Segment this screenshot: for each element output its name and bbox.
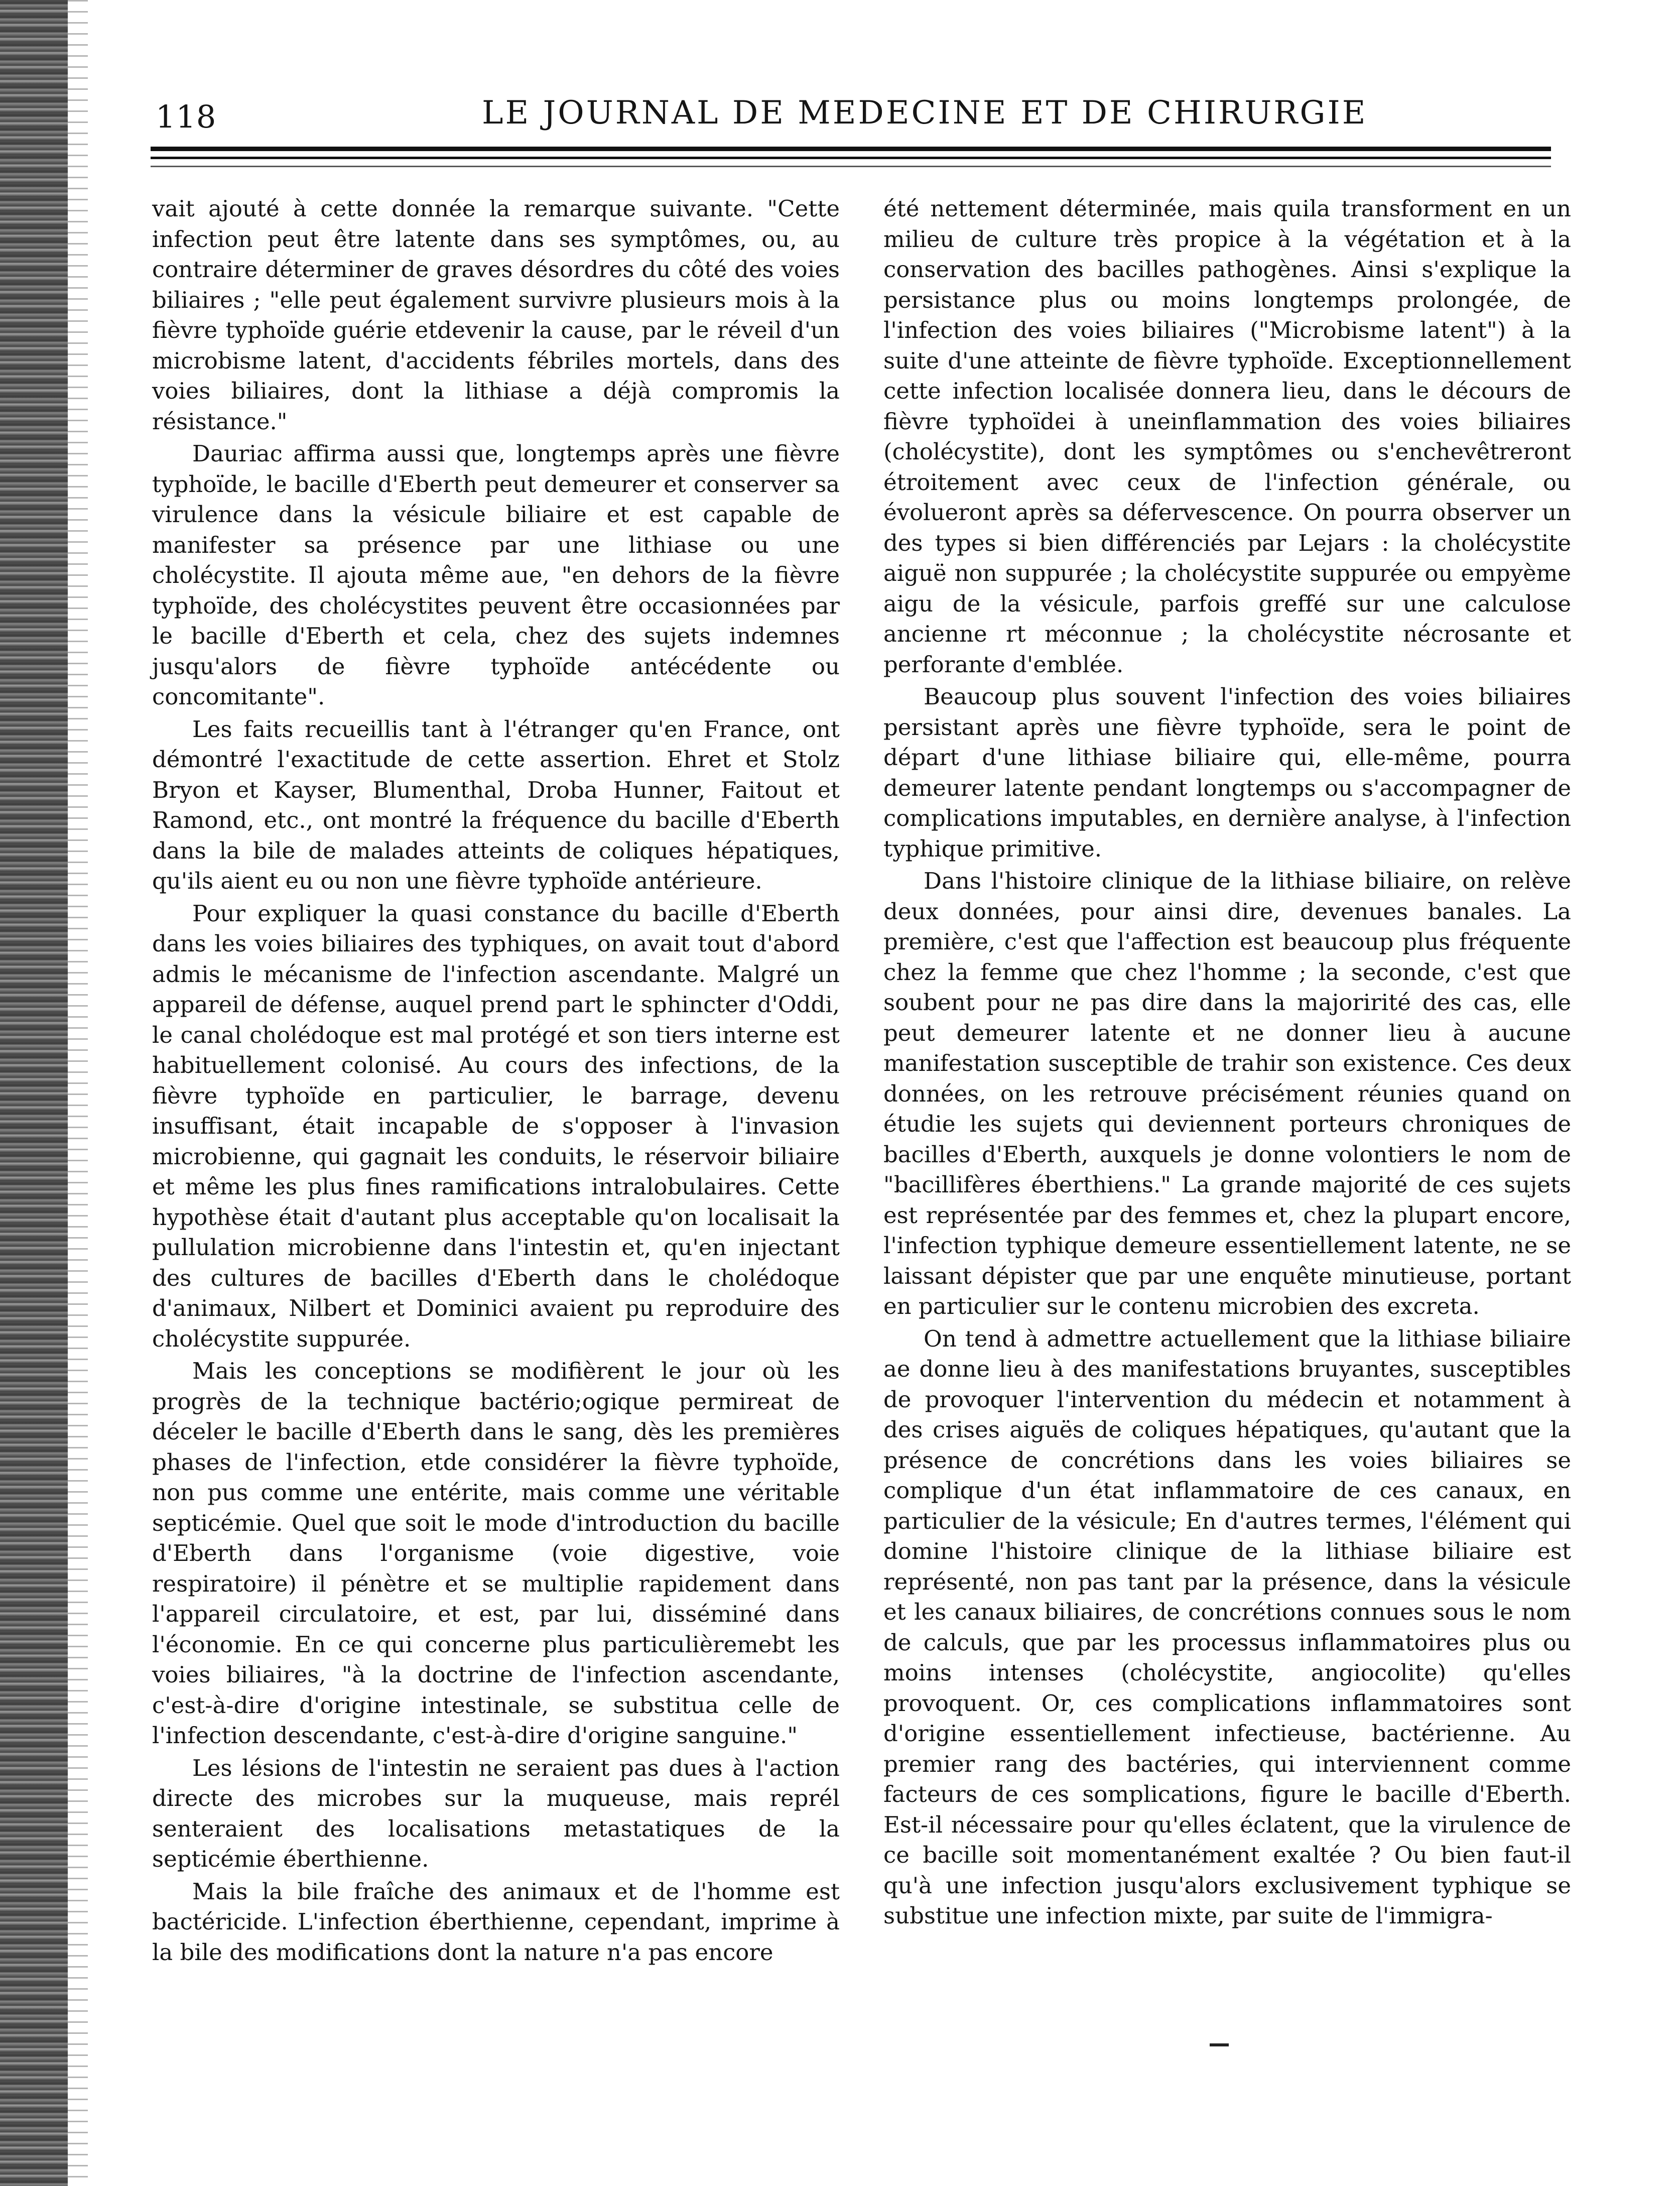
header-rule-medium xyxy=(151,157,1551,159)
paragraph: Beaucoup plus souvent l'infection des voies biliaires persistant après une fièvre typhoïde, sera le point de départ d'une lithiase biliaire qui, elle-même, pourra demeurer latente pendant longtemps ou s'accompagner de complications imputables, en dernière analyse, à l'infection typhique primitive. xyxy=(883,683,1571,862)
paragraph: Dauriac affirma aussi que, longtemps après une fièvre typhoïde, le bacille d'Eberth peut demeurer et conserver sa virulence dans la vésicule biliaire et est capable de manifester sa présence par une lithiase ou une cholécystite. Il ajouta même aue, "en dehors de la fièvre typhoïde, des cholécystites peuvent être occasionnées par le bacille d'Eberth et cela, chez des sujets indemnes jusqu'alors de fièvre typhoïde antécédente ou concomitante". xyxy=(152,440,840,710)
page-header xyxy=(151,94,1551,140)
header-rule-thin xyxy=(151,166,1551,167)
paragraph: Dans l'histoire clinique de la lithiase biliaire, on relève deux données, pour ainsi dire, devenues banales. La première, c'est que l'affection est beaucoup plus fréquente chez la femme que chez l'homme ; la seconde, c'est que soubent pour ne pas dire dans la majoririté des cas, elle peut demeurer latente et ne donner lieu à aucune manifestation susceptible de trahir son existence. Ces deux données, on les retrouve précisément réunies quand on étudie les sujets qui deviennent porteurs chroniques de bacilles d'Eberth, auxquels je donne volontiers le nom de "bacillifères éberthiens." La grande majorité de ces sujets est représentée par des femmes et, chez la plupart encore, l'infection typhique demeure essentiellement latente, ne se laissant dépister que par une enquête minutieuse, portant en particulier sur le contenu microbien des excreta. xyxy=(883,868,1571,1319)
paragraph: Mais les conceptions se modifièrent le jour où les progrès de la technique bactério;ogique permireat de déceler le bacille d'Eberth dans le sang, dès les premières phases de l'infection, etde considérer la fièvre typhoïde, non pus comme une entérite, mais comme une véritable septicémie. Quel que soit le mode d'introduction du bacille d'Eberth dans l'organisme (voie digestive, voie respiratoire) il pénètre et se multiplie rapidement dans l'appareil circulatoire, et est, par lui, disséminé dans l'économie. En ce qui concerne plus particulièremebt les voies biliaires, "à la doctrine de l'infection ascendante, c'est-à-dire d'origine intestinale, se substitua celle de l'infection descendante, c'est-à-dire d'origine sanguine." xyxy=(152,1358,840,1749)
page-number: 118 xyxy=(156,98,217,135)
paragraph: Les lésions de l'intestin ne seraient pas dues à l'action directe des microbes sur la muqueuse, mais reprél senteraient des localisations metastatiques de la septicémie éberthienne. xyxy=(152,1754,840,1872)
paragraph: On tend à admettre actuellement que la lithiase biliaire ae donne lieu à des manifestations bruyantes, susceptibles de provoquer l'intervention du médecin et notamment à des crises aiguës de coliques hépatiques, qu'autant que la présence de concrétions dans les voies biliaires se complique d'un état inflammatoire de ces canaux, en particulier de la vésicule; En d'autres termes, l'élément qui domine l'histoire clinique de la lithiase biliaire est représenté, non pas tant par la présence, dans la vésicule et les canaux biliaires, de concrétions connues sous le nom de calculs, que par les processus inflammatoires plus ou moins intenses (cholécystite, angiocolite) qu'elles provoquent. Or, ces complications inflammatoires sont d'origine essentiellement infectieuse, bactérienne. Au premier rang des bactéries, qui interviennent comme facteurs de ces somplications, figure le bacille d'Eberth. Est-il nécessaire pour qu'elles éclatent, que la virulence de ce bacille soit momentanément exaltée ? Ou bien faut-il qu'à une infection jusqu'alors exclusivement typhique se substitue une infection mixte, par suite de l'immigra- xyxy=(883,1325,1571,1929)
paragraph: Les faits recueillis tant à l'étranger qu'en France, ont démontré l'exactitude de cette assertion. Ehret et Stolz Bryon et Kayser, Blumenthal, Droba Hunner, Faitout et Ramond, etc., ont montré la fréquence du bacille d'Eberth dans la bile de malades atteints de coliques hépatiques, qu'ils aient eu ou non une fièvre typhoïde antérieure. xyxy=(152,715,840,894)
journal-title: LE JOURNAL DE MEDECINE ET DE CHIRURGIE xyxy=(482,94,1368,132)
right-column xyxy=(883,194,1571,1931)
paragraph: été nettement déterminée, mais quila transforment en un milieu de culture très propice à la végétation et à la conservation des bacilles pathogènes. Ainsi s'explique la persistance plus ou moins longtemps prolongée, de l'infection des voies biliaires ("Microbisme latent") à la suite d'une atteinte de fièvre typhoïde. Exceptionnellement cette infection localisée donnera lieu, dans le décours de fièvre typhoïdei à uneinflammation des voies biliaires (cholécystite), dont les symptômes ou s'enchevêtreront étroitement avec ceux de l'infection générale, ou évolueront après sa défervescence. On pourra observer un des types si bien différenciés par Lejars : la cholécystite aiguë non suppurée ; la cholécystite suppurée ou empyème aigu de la vésicule, parfois greffé sur une calculose ancienne rt méconnue ; la cholécystite nécrosante et perforante d'emblée. xyxy=(883,195,1571,678)
scanned-binding-edge xyxy=(0,0,68,2186)
header-rule-thick xyxy=(151,147,1551,151)
left-column xyxy=(152,194,840,1968)
page-mark xyxy=(1210,2043,1229,2046)
paragraph: Mais la bile fraîche des animaux et de l'homme est bactéricide. L'infection éberthienne, cependant, imprime à la bile des modifications dont la nature n'a pas encore xyxy=(152,1878,840,1966)
paragraph: vait ajouté à cette donnée la remarque suivante. "Cette infection peut être latente dans ses symptômes, ou, au contraire déterminer de graves désordres du côté des voies biliaires ; "elle peut également survivre plusieurs mois à la fièvre typhoïde guérie etdevenir la cause, par le réveil d'un microbisme latent, d'accidents fébriles mortels, dans des voies biliaires, dont la lithiase a déjà compromis la résistance." xyxy=(152,195,840,435)
paragraph: Pour expliquer la quasi constance du bacille d'Eberth dans les voies biliaires des typhiques, on avait tout d'abord admis le mécanisme de l'infection ascendante. Malgré un appareil de défense, auquel prend part le sphincter d'Oddi, le canal cholédoque est mal protégé et son tiers interne est habituellement colonisé. Au cours des infections, de la fièvre typhoïde en particulier, le barrage, devenu insuffisant, était incapable de s'opposer à l'invasion microbienne, qui gagnait les conduits, le réservoir biliaire et même les plus fines ramifications intralobulaires. Cette hypothèse était d'autant plus acceptable qu'on localisait la pullulation microbienne dans l'intestin et, qu'en injectant des cultures de bacilles d'Eberth dans le cholédoque d'animaux, Nilbert et Dominici avaient pu reproduire des cholécystite suppurée. xyxy=(152,900,840,1352)
